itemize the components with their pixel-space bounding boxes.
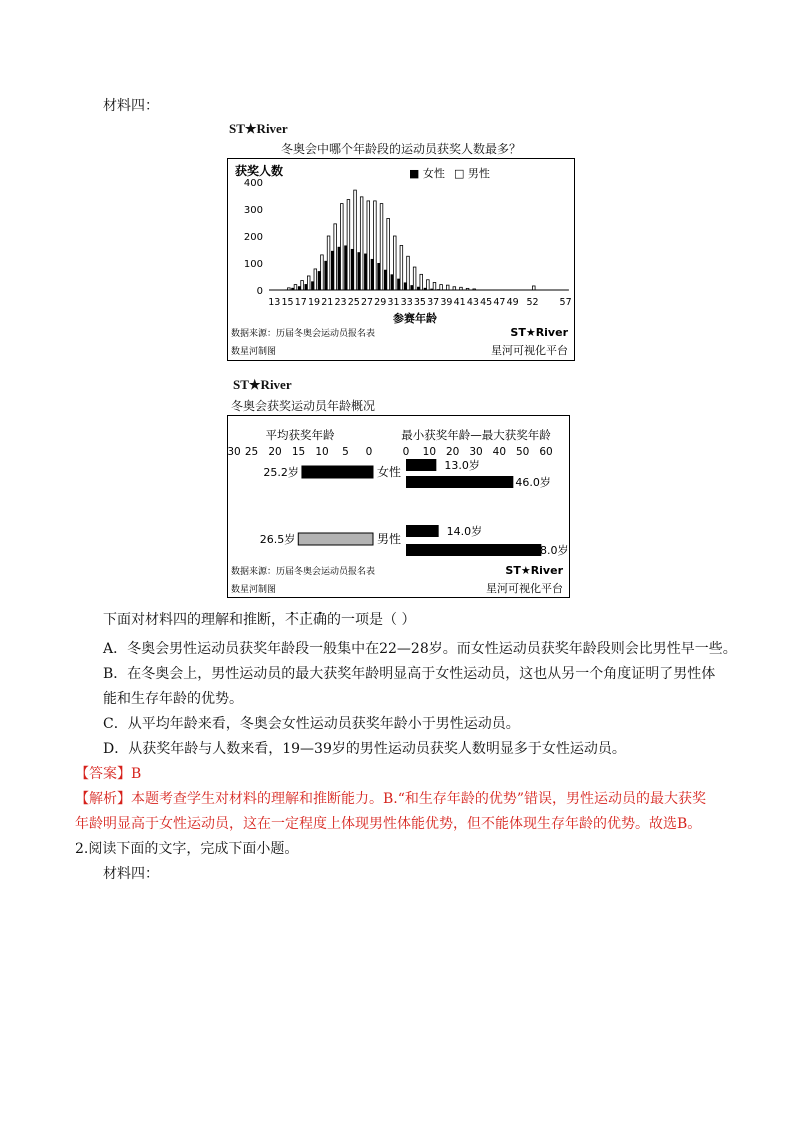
analysis-label: 【解析】 <box>75 791 131 807</box>
y-tick-label: 300 <box>243 205 263 216</box>
bar-male <box>367 201 370 290</box>
x-tick-label: 47 <box>493 297 506 308</box>
x-tick-label: 25 <box>347 297 360 308</box>
chart2-title: 冬奥会获奖运动员年龄概况 <box>231 399 376 413</box>
chart1-brand-bottom: ST★River <box>510 326 568 339</box>
min-bar <box>406 459 436 471</box>
left-tick-label: 15 <box>291 446 306 458</box>
bar-male <box>294 285 297 290</box>
x-tick-label: 35 <box>413 297 426 308</box>
y-tick-label: 100 <box>243 259 263 270</box>
answer-label: 【答案】 <box>75 766 131 782</box>
legend-female: ■ 女性 <box>409 167 445 180</box>
max-label: 46.0岁 <box>515 476 551 489</box>
analysis-text-1: 本题考查学生对材料的理解和推断能力。B.“和生存年龄的优势”错误，男性运动员的最大获奖 <box>131 791 707 807</box>
option-c: C．从平均年龄来看，冬奥会女性运动员获奖年龄小于男性运动员。 <box>103 716 520 732</box>
left-tick-label: 20 <box>268 446 282 458</box>
min-label: 14.0岁 <box>446 525 483 538</box>
material-label: 材料四： <box>103 98 159 114</box>
stem-before: 下面对材料四的理解和推断， <box>103 612 285 628</box>
y-tick-label: 0 <box>256 286 263 297</box>
x-tick-label: 33 <box>400 297 413 308</box>
option-a: A．冬奥会男性运动员获奖年龄段一般集中在22—28岁。而女性运动员获奖年龄段则会比男性早一些。 <box>103 641 737 657</box>
option-d: D．从获奖年龄与人数来看，19—39岁的男性运动员获奖人数明显多于女性运动员。 <box>103 741 626 757</box>
category-label: 男性 <box>376 532 401 546</box>
right-axis-title: 最小获奖年龄—最大获奖年龄 <box>401 428 551 442</box>
max-bar <box>406 544 541 556</box>
stem-emph-1: 不 <box>285 612 299 628</box>
bar-female <box>364 254 367 290</box>
bar-male <box>341 204 344 290</box>
bar-female <box>305 284 308 290</box>
x-tick-label: 15 <box>281 297 294 308</box>
bar-female <box>404 282 407 290</box>
legend-male: □ 男性 <box>454 167 490 180</box>
x-axis-title: 参赛年龄 <box>393 312 437 325</box>
bar-female <box>318 271 321 290</box>
stem-emph-2: 正 <box>299 612 313 628</box>
bar-female <box>357 252 360 290</box>
bar-female <box>344 245 347 290</box>
age-histogram <box>228 159 573 359</box>
right-tick-label: 30 <box>469 446 483 458</box>
bar-male <box>301 281 304 290</box>
x-tick-label: 17 <box>294 297 307 308</box>
left-tick-label: 5 <box>342 446 349 458</box>
x-tick-label: 57 <box>559 297 572 308</box>
bar-female <box>331 251 334 290</box>
bar-male <box>327 236 330 290</box>
next-question: 2.阅读下面的文字，完成下面小题。 <box>75 841 299 857</box>
x-tick-label: 31 <box>387 297 400 308</box>
chart1-source: 数据来源：历届冬奥会运动员报名表 <box>231 329 376 339</box>
chart2-brand-top: ST★River <box>233 377 292 392</box>
left-tick-label: 30 <box>228 446 241 458</box>
x-tick-label: 52 <box>526 297 539 308</box>
bar-male <box>532 286 535 290</box>
chart2-brand-bottom: ST★River <box>505 564 563 577</box>
x-tick-label: 45 <box>480 297 493 308</box>
chart1-maker: 数星河制图 <box>231 347 277 357</box>
material-label-2: 材料四： <box>103 866 159 882</box>
x-tick-label: 29 <box>374 297 387 308</box>
bar-male <box>427 280 430 290</box>
answer <box>75 764 141 784</box>
bar-female <box>384 270 387 290</box>
avg-label: 25.2岁 <box>263 466 299 479</box>
bar-female <box>311 281 314 290</box>
chart2-maker: 数星河制图 <box>231 585 277 595</box>
left-tick-label: 10 <box>315 446 329 458</box>
x-tick-label: 37 <box>427 297 440 308</box>
left-axis-title: 平均获奖年龄 <box>265 428 335 442</box>
bar-female <box>377 263 380 290</box>
chart1-platform: 星河可视化平台 <box>491 344 568 357</box>
max-bar <box>406 476 513 488</box>
bar-female <box>351 249 354 290</box>
bar-female <box>298 286 301 290</box>
left-tick-label: 25 <box>244 446 259 458</box>
bar-male <box>374 201 377 290</box>
option-b-line1: B．在冬奥会上，男性运动员的最大获奖年龄明显高于女性运动员，这也从另一个角度证明了男性体 <box>103 666 716 682</box>
bar-male <box>321 255 324 290</box>
question-stem <box>103 610 415 630</box>
left-tick-label: 0 <box>365 446 373 458</box>
bar-male <box>307 276 310 290</box>
x-tick-label: 27 <box>360 297 374 308</box>
x-tick-label: 39 <box>440 297 453 308</box>
bar-female <box>391 274 394 290</box>
avg-label: 26.5岁 <box>259 533 296 546</box>
bar-male <box>440 285 443 290</box>
min-label: 13.0岁 <box>444 459 480 472</box>
bar-male <box>433 282 436 290</box>
x-tick-label: 19 <box>307 297 321 308</box>
bar-female <box>324 261 327 290</box>
bar-male <box>393 236 396 290</box>
bar-male <box>387 218 390 290</box>
analysis-line2: 年龄明显高于女性运动员，这在一定程度上体现男性体能优势，但不能体现生存年龄的优势。故选B。 <box>75 816 702 832</box>
x-tick-label: 41 <box>453 297 466 308</box>
chart1-title: 冬奥会中哪个年龄段的运动员获奖人数最多？ <box>281 142 522 156</box>
x-tick-label: 49 <box>506 297 519 308</box>
bar-male <box>413 267 416 290</box>
x-tick-label: 21 <box>321 297 334 308</box>
option-b-line2: 能和生存年龄的优势。 <box>103 691 243 707</box>
stem-after: 的一项是（ ） <box>327 612 416 628</box>
bar-male <box>407 256 410 290</box>
age-overview-chart <box>228 416 568 596</box>
bar-male <box>420 274 423 290</box>
bar-female <box>338 247 341 290</box>
x-tick-label: 23 <box>334 297 347 308</box>
bar-male <box>380 204 383 290</box>
chart2-frame <box>227 415 570 598</box>
bar-male <box>446 285 449 290</box>
bar-male <box>334 224 337 290</box>
x-tick-label: 13 <box>268 297 281 308</box>
bar-female <box>371 259 374 290</box>
right-tick-label: 20 <box>445 446 460 458</box>
y-tick-label: 400 <box>243 178 263 189</box>
right-tick-label: 10 <box>422 446 437 458</box>
bar-female <box>397 279 400 290</box>
y-tick-label: 200 <box>243 232 263 243</box>
bar-male <box>400 245 403 290</box>
right-tick-label: 40 <box>492 446 507 458</box>
chart1-frame <box>227 158 575 361</box>
bar-male <box>360 197 363 290</box>
x-tick-label: 43 <box>466 297 479 308</box>
right-tick-label: 60 <box>539 446 553 458</box>
right-tick-label: 0 <box>402 446 410 458</box>
bar-male <box>347 200 350 290</box>
chart1-brand-top: ST★River <box>229 121 288 136</box>
bar-female <box>410 285 413 290</box>
answer-value: B <box>131 766 142 782</box>
bar-male <box>354 190 357 290</box>
avg-bar <box>298 533 373 545</box>
stem-emph-3: 确 <box>313 612 327 628</box>
bar-male <box>314 269 317 290</box>
chart2-source: 数据来源：历届冬奥会运动员报名表 <box>231 567 376 577</box>
analysis-line1 <box>75 789 706 809</box>
min-bar <box>406 525 439 537</box>
y-axis-title: 获奖人数 <box>235 164 284 178</box>
category-label: 女性 <box>376 465 401 479</box>
avg-bar <box>302 466 373 478</box>
chart2-platform: 星河可视化平台 <box>486 582 563 595</box>
max-label: 58.0岁 <box>533 544 568 557</box>
right-tick-label: 50 <box>515 446 530 458</box>
